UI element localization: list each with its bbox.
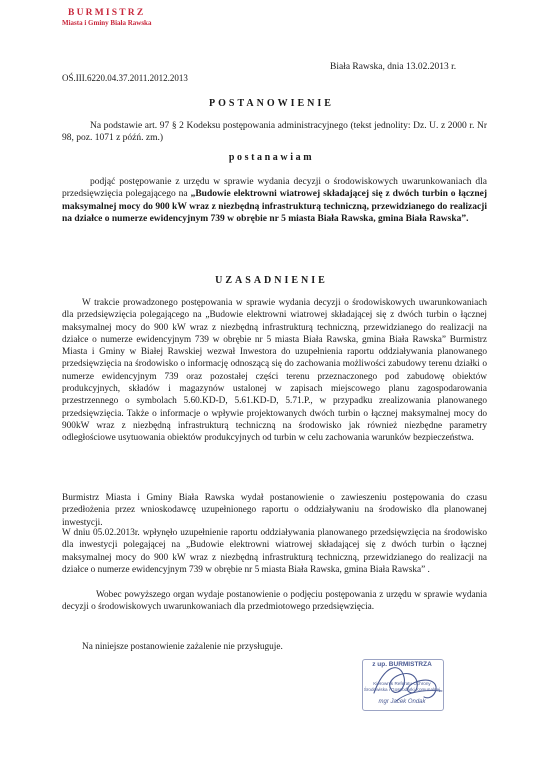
decision-subject: „Budowie elektrowni wiatrowej składającej się z dwóch turbin o łącznej maksymalnej mocy do 900 kW wraz z niezbędną infrastrukturą techniczną, przewidzianego do realizacji na działce o numerze ewidencyjnym 739 w obrębie nr 5 miasta Biała Rawska, gmina Biała Rawska”. xyxy=(62,189,487,224)
decision-lead: podjąć postępowanie z urzędu w sprawie wydania decyzji o środowiskowych uwarunkowaniach dla przedsięwzięcia polegającego na xyxy=(62,177,487,200)
handwritten-signature xyxy=(344,657,456,715)
stamp-line-1: z up. BURMISTRZA xyxy=(372,661,432,668)
stamp-line-3: mgr Jacek Ondak xyxy=(378,699,426,705)
signature-stamp xyxy=(344,657,456,715)
appeal-note: Na niniejsze postanowienie zażalenie nie przysługuje. xyxy=(82,642,283,652)
place-date: Biała Rawska, dnia 13.02.2013 r. xyxy=(330,62,457,72)
legal-basis: Na podstawie art. 97 § 2 Kodeksu postępowania administracyjnego (tekst jednolity: Dz. U. z 2000 r. Nr 98, poz. 1071 z późń. zm.) xyxy=(62,121,487,144)
justification-paragraph: Burmistrz Miasta i Gminy Biała Rawska wydał postanowienie o zawieszeniu postępowania do czasu przedłożenia przez wnioskodawcę uzupełnionego raportu o oddziaływaniu na środowisko dla planowanej inwestycji. xyxy=(62,493,487,528)
decision-paragraph xyxy=(62,176,487,225)
justification-paragraph: W dniu 05.02.2013r. wpłynęło uzupełnienie raportu oddziaływania planowanego przedsięwzięcia na środowisko dla inwestycji polegającej na „Budowie elektrowni wiatrowej składającej się z dwóch turbin o łącznej maksymalnej mocy do 900 kW wraz z niezbędną infrastrukturą techniczną, przewidzianego do realizacji na działce o numerze ewidencyjnym 739 w obrębie nr 5 miasta Biała Rawska, gmina Biała Rawska” . xyxy=(62,528,487,575)
justification-paragraph: Wobec powyższego organ wydaje postanowienie o podjęciu postępowania z urzędu w sprawie wydania decyzji o środowiskowych uwarunkowaniach dla przedmiotowego przedsięwzięcia. xyxy=(62,590,487,613)
justification-paragraph: W trakcie prowadzonego postępowania w sprawie wydania decyzji o środowiskowych uwarunkowaniach dla przedsięwzięcia polegającego na „Budowie elektrowni wiatrowej składającej się z dwóch turbin o łącznej maksymalnej mocy do 900 kW wraz z niezbędną infrastrukturą techniczną, przewidzianego do realizacji na działce o numerze ewidencyjnym 739 w obrębie nr 5 miasta Biała Rawska, gmina Biała Rawska” Burmistrz Miasta i Gminy w Białej Rawskiej wezwał Inwestora do uzupełnienia raportu oddziaływania planowanego przedsięwzięcia na środowisko o informację odnoszącą się do zachowania możliwości zabudowy terenu działki o numerze ewidencyjnym 739 oraz pozostałej części terenu przeznaczonego pod zabudowę obiektów produkcyjnych, składów i magazynów ustalonej w zapisach miejscowego planu zagospodarowania przestrzennego o symbolach 5.60.KD-D, 5.61.KD-D, 5.71.P., w przypadku zrealizowania planowanego przedsięwzięcia. Także o informacje o wpływie projektowanych dwóch turbin o łącznej maksymalnej mocy do 900kW wraz z niezbędną infrastrukturą techniczną na środowisko jak również niezbędne parametry odległościowe usytuowania obiektów produkcyjnych od turbin w celu zachowania warunków bezpieczeństwa. xyxy=(62,298,487,444)
justification-heading: UZASADNIENIE xyxy=(215,275,328,286)
reference-number: OŚ.III.6220.04.37.2011.2012.2013 xyxy=(62,73,188,83)
decide-heading: postanawiam xyxy=(228,152,315,163)
stamp-line-2: Kierownik Referatu Ochrony Środowiska i Gospodarki Komunalnej xyxy=(363,681,441,692)
office-subtitle: Miasta i Gminy Biała Rawska xyxy=(62,19,152,27)
document-title: POSTANOWIENIE xyxy=(209,98,334,109)
office-title: BURMISTRZ xyxy=(68,8,146,18)
office-header-stamp xyxy=(62,8,151,27)
